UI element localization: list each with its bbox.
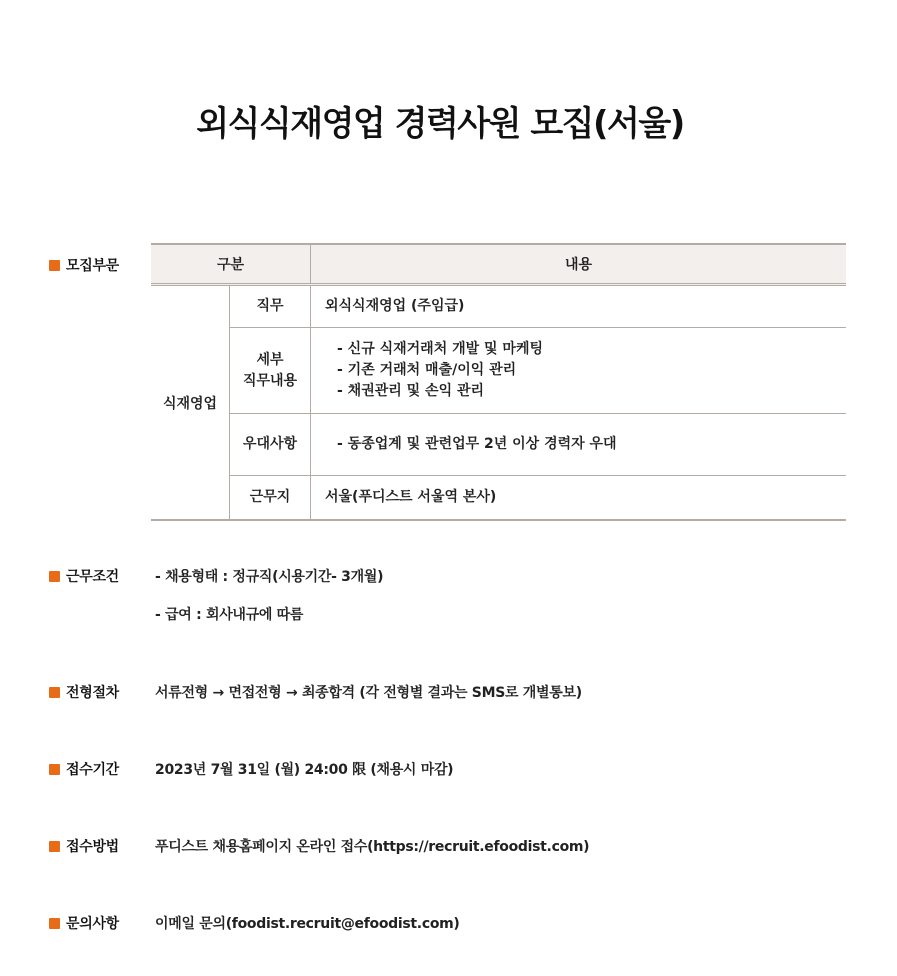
table-row-content	[311, 328, 847, 414]
content-line: 서울(푸디스트 서울역 본사)	[325, 488, 497, 505]
orange-square-bullet-icon	[49, 687, 60, 698]
detail-label: 세부 직무내용	[242, 351, 298, 389]
recruit-table	[151, 243, 846, 521]
employment-type: - 채용형태 : 정규직(시용기간- 3개월)	[155, 569, 384, 585]
section-label-period	[49, 759, 119, 779]
page-title: 외식식재영업 경력사원 모집(서울)	[196, 104, 684, 144]
orange-square-bullet-icon	[49, 764, 60, 775]
orange-square-bullet-icon	[49, 260, 60, 271]
section-label-text: 전형절차	[66, 685, 119, 701]
table-header-row	[151, 244, 846, 285]
table-row-content	[311, 285, 847, 328]
table-row-label: 근무지	[230, 476, 311, 520]
table-row-label: 직무	[230, 285, 311, 328]
content-line: - 동종업계 및 관련업무 2년 이상 경력자 우대	[337, 436, 617, 452]
section-label-text: 접수기간	[66, 762, 119, 778]
section-label-process	[49, 682, 119, 702]
table-header-category: 구분	[151, 244, 311, 285]
orange-square-bullet-icon	[49, 571, 60, 582]
orange-square-bullet-icon	[49, 841, 60, 852]
section-label-inquiry	[49, 913, 119, 933]
content-line: 외식식재영업 (주임급)	[325, 298, 465, 314]
section-label-text: 문의사항	[66, 916, 119, 932]
table-row-label: 우대사항	[230, 414, 311, 476]
table-row-label	[230, 328, 311, 414]
period-text: 2023년 7월 31일 (월) 24:00 限 (채용시 마감)	[155, 762, 454, 778]
table-row	[151, 328, 846, 414]
content-line: - 신규 식재거래처 개발 및 마케팅	[337, 341, 543, 357]
table-header-content: 내용	[311, 244, 847, 285]
section-label-text: 접수방법	[66, 839, 119, 855]
content-line: - 기존 거래처 매출/이익 관리	[337, 362, 517, 378]
table-row	[151, 414, 846, 476]
orange-square-bullet-icon	[49, 918, 60, 929]
process-text: 서류전형 → 면접전형 → 최종합격 (각 전형별 결과는 SMS로 개별통보)	[155, 685, 582, 701]
section-label-text: 모집부문	[66, 258, 119, 274]
section-label-method	[49, 836, 119, 856]
inquiry-text: 이메일 문의(foodist.recruit@efoodist.com)	[155, 916, 460, 932]
method-text: 푸디스트 채용홈페이지 온라인 접수(https://recruit.efoodist.com)	[155, 839, 590, 855]
section-label-recruit	[49, 255, 119, 275]
table-category-cell: 식재영업	[151, 285, 230, 520]
section-label-conditions	[49, 566, 119, 586]
salary-info: - 급여 : 회사내규에 따름	[155, 607, 304, 623]
section-label-text: 근무조건	[66, 569, 119, 585]
table-row-content	[311, 476, 847, 520]
content-line: - 채권관리 및 손익 관리	[337, 383, 485, 399]
table-row	[151, 476, 846, 520]
table-row	[151, 285, 846, 328]
table-row-content	[311, 414, 847, 476]
